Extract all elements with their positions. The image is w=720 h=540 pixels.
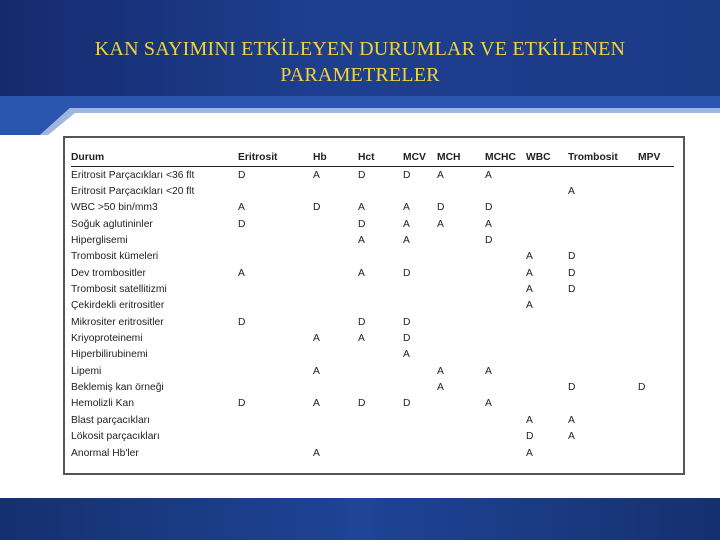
effect-cell xyxy=(354,281,399,297)
effect-cell xyxy=(433,412,481,428)
condition-cell: Hiperbilirubinemi xyxy=(71,349,148,361)
effect-cell xyxy=(564,216,634,232)
condition-cell: Hiperglisemi xyxy=(71,235,128,247)
effect-cell: A xyxy=(313,398,320,410)
effect-cell xyxy=(433,183,481,199)
effect-cell: D xyxy=(568,251,576,263)
effect-cell xyxy=(309,379,354,395)
condition-cell: Mikrositer eritrositler xyxy=(71,316,164,328)
effect-cell xyxy=(564,314,634,330)
effect-cell: A xyxy=(485,398,492,410)
table-frame xyxy=(63,136,685,475)
effect-cell xyxy=(634,429,674,445)
effect-cell: A xyxy=(358,235,365,247)
effect-cell xyxy=(522,167,564,184)
table-row xyxy=(71,183,674,199)
effect-cell xyxy=(481,249,522,265)
effect-cell xyxy=(399,363,433,379)
effect-cell xyxy=(634,216,674,232)
effect-cell: A xyxy=(437,218,444,230)
effect-cell xyxy=(234,281,309,297)
column-header: Durum xyxy=(71,148,234,167)
slide-title-line-2: PARAMETRELER xyxy=(280,64,440,86)
condition-cell: Blast parçacıkları xyxy=(71,414,150,426)
effect-cell xyxy=(234,330,309,346)
effect-cell: A xyxy=(313,447,320,459)
condition-cell: Lökosit parçacıkları xyxy=(71,431,160,443)
effect-cell xyxy=(564,167,634,184)
table-row xyxy=(71,232,674,248)
effect-cell: A xyxy=(313,365,320,377)
column-header: MCH xyxy=(433,148,481,167)
effect-cell: A xyxy=(437,365,444,377)
effect-cell xyxy=(522,216,564,232)
effect-cell xyxy=(309,412,354,428)
condition-cell: Dev trombositler xyxy=(71,267,146,279)
condition-cell: Trombosit kümeleri xyxy=(71,251,159,263)
effect-cell xyxy=(354,379,399,395)
effect-cell xyxy=(564,200,634,216)
effect-cell: D xyxy=(485,202,493,214)
condition-cell: Eritrosit Parçacıkları <20 flt xyxy=(71,186,195,198)
effect-cell xyxy=(309,232,354,248)
effect-cell xyxy=(522,232,564,248)
effect-cell: D xyxy=(568,284,576,296)
effect-cell xyxy=(481,281,522,297)
effect-cell xyxy=(433,330,481,346)
effect-cell xyxy=(634,396,674,412)
effect-cell xyxy=(309,265,354,281)
effect-cell xyxy=(234,232,309,248)
condition-cell: Hemolizli Kan xyxy=(71,398,134,410)
effect-cell: D xyxy=(638,382,646,394)
effect-cell: A xyxy=(568,431,575,443)
effect-cell: D xyxy=(238,218,246,230)
column-header: MCV xyxy=(399,148,433,167)
condition-cell: Kriyoproteinemi xyxy=(71,333,143,345)
effect-cell: A xyxy=(526,300,533,312)
effect-cell xyxy=(234,363,309,379)
effect-cell: D xyxy=(403,267,411,279)
effect-cell: A xyxy=(238,267,245,279)
effect-cell: A xyxy=(238,202,245,214)
effect-cell xyxy=(634,249,674,265)
effect-cell xyxy=(634,363,674,379)
effect-cell xyxy=(234,298,309,314)
effect-cell: A xyxy=(485,218,492,230)
effect-cell xyxy=(433,445,481,461)
effect-cell xyxy=(634,412,674,428)
effect-cell: A xyxy=(313,169,320,181)
table-row xyxy=(71,281,674,297)
effect-cell xyxy=(234,347,309,363)
effect-cell xyxy=(234,379,309,395)
effect-cell xyxy=(399,445,433,461)
effect-cell xyxy=(433,232,481,248)
effect-cell xyxy=(399,429,433,445)
effect-cell: A xyxy=(485,169,492,181)
effect-cell xyxy=(481,265,522,281)
effect-cell xyxy=(433,429,481,445)
effect-cell: A xyxy=(403,235,410,247)
column-header: Hb xyxy=(309,148,354,167)
condition-cell: Eritrosit Parçacıkları <36 flt xyxy=(71,169,195,181)
condition-cell: Soğuk aglutininler xyxy=(71,218,153,230)
table-row xyxy=(71,265,674,281)
effect-cell: A xyxy=(313,333,320,345)
effect-cell xyxy=(433,298,481,314)
effect-cell xyxy=(634,298,674,314)
effect-cell: A xyxy=(358,333,365,345)
effect-cell xyxy=(481,347,522,363)
effect-cell xyxy=(309,281,354,297)
table-row xyxy=(71,314,674,330)
slide-title xyxy=(0,36,720,88)
effect-cell xyxy=(634,167,674,184)
effect-cell xyxy=(354,249,399,265)
table-row xyxy=(71,330,674,346)
effect-cell xyxy=(309,216,354,232)
condition-cell: WBC >50 bin/mm3 xyxy=(71,202,158,214)
effect-cell xyxy=(522,379,564,395)
column-header: MPV xyxy=(634,148,674,167)
table-row xyxy=(71,298,674,314)
effect-cell xyxy=(354,429,399,445)
table-row xyxy=(71,363,674,379)
effect-cell xyxy=(309,429,354,445)
effect-cell xyxy=(481,330,522,346)
effect-cell xyxy=(433,265,481,281)
footer-band xyxy=(0,498,720,540)
effect-cell xyxy=(399,183,433,199)
effect-cell xyxy=(564,363,634,379)
table-row xyxy=(71,216,674,232)
table-row xyxy=(71,200,674,216)
effect-cell xyxy=(234,445,309,461)
effect-cell: D xyxy=(358,316,366,328)
effect-cell xyxy=(564,445,634,461)
effect-cell: A xyxy=(358,267,365,279)
effect-cell: A xyxy=(403,218,410,230)
effect-cell: D xyxy=(403,398,411,410)
effect-cell xyxy=(634,314,674,330)
effect-cell xyxy=(481,314,522,330)
effect-cell: A xyxy=(526,414,533,426)
slide-title-line-1: KAN SAYIMINI ETKİLEYEN DURUMLAR VE ETKİLENEN xyxy=(94,38,626,60)
condition-cell: Beklemiş kan örneği xyxy=(71,382,164,394)
effect-cell: A xyxy=(358,202,365,214)
effect-cell xyxy=(234,183,309,199)
effect-cell xyxy=(481,183,522,199)
effect-cell: D xyxy=(568,382,576,394)
condition-cell: Trombosit satellitizmi xyxy=(71,284,167,296)
column-header: Eritrosit xyxy=(234,148,309,167)
effect-cell: D xyxy=(358,398,366,410)
table-row xyxy=(71,379,674,395)
effect-cell xyxy=(354,445,399,461)
effect-cell xyxy=(481,379,522,395)
column-header: Hct xyxy=(354,148,399,167)
effect-cell xyxy=(481,429,522,445)
column-header: WBC xyxy=(522,148,564,167)
effect-cell xyxy=(433,281,481,297)
table-row xyxy=(71,445,674,461)
effect-cell: D xyxy=(403,333,411,345)
effect-cell xyxy=(522,314,564,330)
effect-cell: D xyxy=(526,431,534,443)
effect-cell: A xyxy=(403,202,410,214)
condition-cell: Çekirdekli eritrositler xyxy=(71,300,165,312)
effect-cell xyxy=(522,200,564,216)
effect-cell: A xyxy=(437,169,444,181)
effect-cell: A xyxy=(403,349,410,361)
effect-cell: D xyxy=(437,202,445,214)
effect-cell xyxy=(481,445,522,461)
effect-cell: A xyxy=(526,284,533,296)
effect-cell: A xyxy=(568,186,575,198)
effect-cell: D xyxy=(568,267,576,279)
table-row xyxy=(71,167,674,184)
effect-cell xyxy=(522,363,564,379)
effect-cell: D xyxy=(403,316,411,328)
effect-cell xyxy=(522,330,564,346)
effect-cell: D xyxy=(238,398,246,410)
effect-cell xyxy=(309,314,354,330)
table-row xyxy=(71,347,674,363)
effect-cell: A xyxy=(526,267,533,279)
effect-cell: A xyxy=(437,382,444,394)
effect-cell: A xyxy=(485,365,492,377)
condition-cell: Anormal Hb'ler xyxy=(71,447,139,459)
effect-cell: D xyxy=(313,202,321,214)
effect-cell: A xyxy=(526,251,533,263)
table-row xyxy=(71,249,674,265)
table-body xyxy=(71,167,674,462)
effect-cell xyxy=(522,347,564,363)
effect-cell: D xyxy=(358,218,366,230)
effect-cell xyxy=(522,183,564,199)
effect-cell xyxy=(399,412,433,428)
effect-cell xyxy=(564,298,634,314)
effect-cell xyxy=(433,314,481,330)
effect-cell xyxy=(354,347,399,363)
effect-cell xyxy=(309,298,354,314)
effect-cell xyxy=(481,412,522,428)
table-row xyxy=(71,429,674,445)
effect-cell: D xyxy=(238,316,246,328)
effect-cell xyxy=(309,249,354,265)
effect-cell xyxy=(564,330,634,346)
effect-cell: D xyxy=(403,169,411,181)
effect-cell xyxy=(399,298,433,314)
effect-cell xyxy=(309,347,354,363)
effect-cell xyxy=(433,347,481,363)
effect-cell xyxy=(481,298,522,314)
effect-cell xyxy=(433,249,481,265)
effect-cell: A xyxy=(568,414,575,426)
effect-cell xyxy=(354,412,399,428)
effect-cell xyxy=(634,281,674,297)
effect-cell xyxy=(399,281,433,297)
effect-cell xyxy=(634,330,674,346)
effect-cell xyxy=(634,200,674,216)
table-row xyxy=(71,412,674,428)
condition-cell: Lipemi xyxy=(71,365,102,377)
effect-cell: D xyxy=(238,169,246,181)
effect-cell xyxy=(564,347,634,363)
table-row xyxy=(71,396,674,412)
effect-cell xyxy=(634,232,674,248)
parameters-table xyxy=(71,148,674,461)
table-header-row xyxy=(71,148,674,167)
effect-cell: D xyxy=(485,235,493,247)
effect-cell xyxy=(399,379,433,395)
effect-cell: A xyxy=(526,447,533,459)
column-header: MCHC xyxy=(481,148,522,167)
effect-cell xyxy=(354,298,399,314)
effect-cell: D xyxy=(358,169,366,181)
effect-cell xyxy=(234,249,309,265)
effect-cell xyxy=(522,396,564,412)
effect-cell xyxy=(634,265,674,281)
effect-cell xyxy=(564,232,634,248)
effect-cell xyxy=(433,396,481,412)
column-header: Trombosit xyxy=(564,148,634,167)
effect-cell xyxy=(634,445,674,461)
effect-cell xyxy=(354,363,399,379)
effect-cell xyxy=(234,429,309,445)
effect-cell xyxy=(634,183,674,199)
effect-cell xyxy=(354,183,399,199)
effect-cell xyxy=(634,347,674,363)
effect-cell xyxy=(564,396,634,412)
effect-cell xyxy=(309,183,354,199)
effect-cell xyxy=(234,412,309,428)
effect-cell xyxy=(399,249,433,265)
